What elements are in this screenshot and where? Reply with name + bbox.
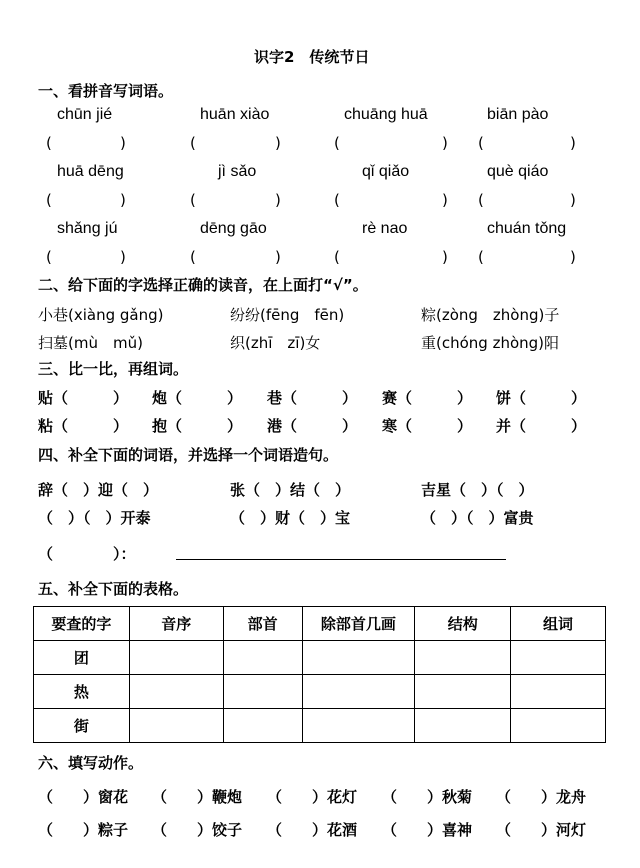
table-cell[interactable] <box>511 675 606 709</box>
table-cell[interactable] <box>223 641 302 675</box>
reading-choice: 纷纷(fēng fēn) <box>230 306 345 324</box>
pinyin-item: jì sǎo <box>218 163 257 180</box>
table-row <box>34 641 606 675</box>
pinyin-item: chuāng huā <box>344 106 428 123</box>
idiom-item: （ ）（ ）富贵 <box>421 509 534 527</box>
idiom-item: 吉星（ ）（ ） <box>421 481 534 499</box>
pinyin-item: qǐ qiǎo <box>362 163 410 180</box>
pinyin-item: rè nao <box>362 220 408 237</box>
reading-choice: 小巷(xiàng gǎng) <box>38 306 164 324</box>
pinyin-item: huān xiào <box>200 106 270 123</box>
row-character: 团 <box>34 641 130 675</box>
table-cell[interactable] <box>302 675 415 709</box>
section-3-heading: 三、比一比，再组词。 <box>38 360 189 378</box>
action-item: （ ）喜神 <box>382 821 473 839</box>
answer-box-right: ) <box>442 134 448 152</box>
compare-item: 寒（ ） <box>382 417 473 435</box>
action-item: （ ）河灯 <box>496 821 587 839</box>
action-item: （ ）窗花 <box>38 788 129 806</box>
answer-box-right: ) <box>275 248 281 266</box>
action-item: （ ）饺子 <box>152 821 243 839</box>
compare-item: 赛（ ） <box>382 389 473 407</box>
table-cell[interactable] <box>129 641 223 675</box>
table-cell[interactable] <box>302 641 415 675</box>
idiom-item: （ ）财（ ）宝 <box>230 509 351 527</box>
action-item: （ ）龙舟 <box>496 788 587 806</box>
answer-box-right: ) <box>442 191 448 209</box>
answer-box-left: ( <box>334 134 340 152</box>
action-item: （ ）花酒 <box>267 821 358 839</box>
pinyin-item: biān pào <box>487 106 549 123</box>
answer-box-left: ( <box>46 191 52 209</box>
answer-box-left: ( <box>478 191 484 209</box>
answer-box-left: ( <box>478 134 484 152</box>
reading-choice: 扫墓(mù mǔ) <box>38 334 143 352</box>
action-item: （ ）秋菊 <box>382 788 473 806</box>
table-cell[interactable] <box>415 675 511 709</box>
pinyin-item: chuán tǒng <box>487 220 567 237</box>
action-item: （ ）花灯 <box>267 788 358 806</box>
table-header: 部首 <box>223 607 302 641</box>
answer-box-left: ( <box>190 191 196 209</box>
reading-choice: 重(chóng zhòng)阳 <box>421 334 560 352</box>
action-item: （ ）粽子 <box>38 821 129 839</box>
table-cell[interactable] <box>415 641 511 675</box>
pinyin-item: què qiáo <box>487 163 549 180</box>
table-header: 要查的字 <box>34 607 130 641</box>
pinyin-item: chūn jié <box>57 106 113 123</box>
answer-box-right: ) <box>120 191 126 209</box>
answer-box-left: ( <box>334 248 340 266</box>
action-item: （ ）鞭炮 <box>152 788 243 806</box>
compare-item: 饼（ ） <box>496 389 587 407</box>
table-cell[interactable] <box>302 709 415 743</box>
table-cell[interactable] <box>223 709 302 743</box>
answer-box-right: ) <box>275 191 281 209</box>
section-5-heading: 五、补全下面的表格。 <box>38 580 189 598</box>
answer-box-left: ( <box>46 134 52 152</box>
section-4-heading: 四、补全下面的词语，并选择一个词语造句。 <box>38 446 339 464</box>
answer-box-left: ( <box>46 248 52 266</box>
answer-box-left: ( <box>334 191 340 209</box>
answer-box-right: ) <box>570 134 576 152</box>
compare-item: 抱（ ） <box>152 417 243 435</box>
compare-item: 粘（ ） <box>38 417 129 435</box>
reading-choice: 织(zhī zī)女 <box>230 334 321 352</box>
answer-box-right: ) <box>442 248 448 266</box>
table-header: 音序 <box>129 607 223 641</box>
section-1-heading: 一、看拼音写词语。 <box>38 82 174 100</box>
table-cell[interactable] <box>129 709 223 743</box>
table-header: 结构 <box>415 607 511 641</box>
answer-box-right: ) <box>570 191 576 209</box>
answer-box-right: ) <box>275 134 281 152</box>
compare-item: 贴（ ） <box>38 389 129 407</box>
table-header: 组词 <box>511 607 606 641</box>
table-row <box>34 675 606 709</box>
row-character: 街 <box>34 709 130 743</box>
table-header: 除部首几画 <box>302 607 415 641</box>
idiom-item: （ ）（ ）开泰 <box>38 509 151 527</box>
compare-item: 巷（ ） <box>267 389 358 407</box>
table-header-row <box>34 607 606 641</box>
table-cell[interactable] <box>223 675 302 709</box>
row-character: 热 <box>34 675 130 709</box>
answer-box-left: ( <box>190 134 196 152</box>
sentence-answer-line[interactable] <box>176 559 506 560</box>
compare-item: 港（ ） <box>267 417 358 435</box>
character-table <box>33 606 606 743</box>
section-2-heading: 二、给下面的字选择正确的读音，在上面打“√”。 <box>38 276 368 294</box>
idiom-item: 张（ ）结（ ） <box>230 481 351 499</box>
answer-box-right: ) <box>120 134 126 152</box>
compare-item: 并（ ） <box>496 417 587 435</box>
reading-choice: 粽(zòng zhòng)子 <box>421 306 560 324</box>
idiom-item: 辞（ ）迎（ ） <box>38 481 159 499</box>
sentence-prefix: （ ）： <box>38 545 136 563</box>
answer-box-left: ( <box>190 248 196 266</box>
table-cell[interactable] <box>129 675 223 709</box>
pinyin-item: huā dēng <box>57 163 124 180</box>
table-row <box>34 709 606 743</box>
pinyin-item: dēng gāo <box>200 220 267 237</box>
compare-item: 炮（ ） <box>152 389 243 407</box>
answer-box-left: ( <box>478 248 484 266</box>
table-cell[interactable] <box>511 709 606 743</box>
table-cell[interactable] <box>511 641 606 675</box>
answer-box-right: ) <box>570 248 576 266</box>
answer-box-right: ) <box>120 248 126 266</box>
section-6-heading: 六、填写动作。 <box>38 754 144 772</box>
table-cell[interactable] <box>415 709 511 743</box>
pinyin-item: shǎng jú <box>57 220 118 237</box>
page-title: 识字2 传统节日 <box>254 48 370 66</box>
